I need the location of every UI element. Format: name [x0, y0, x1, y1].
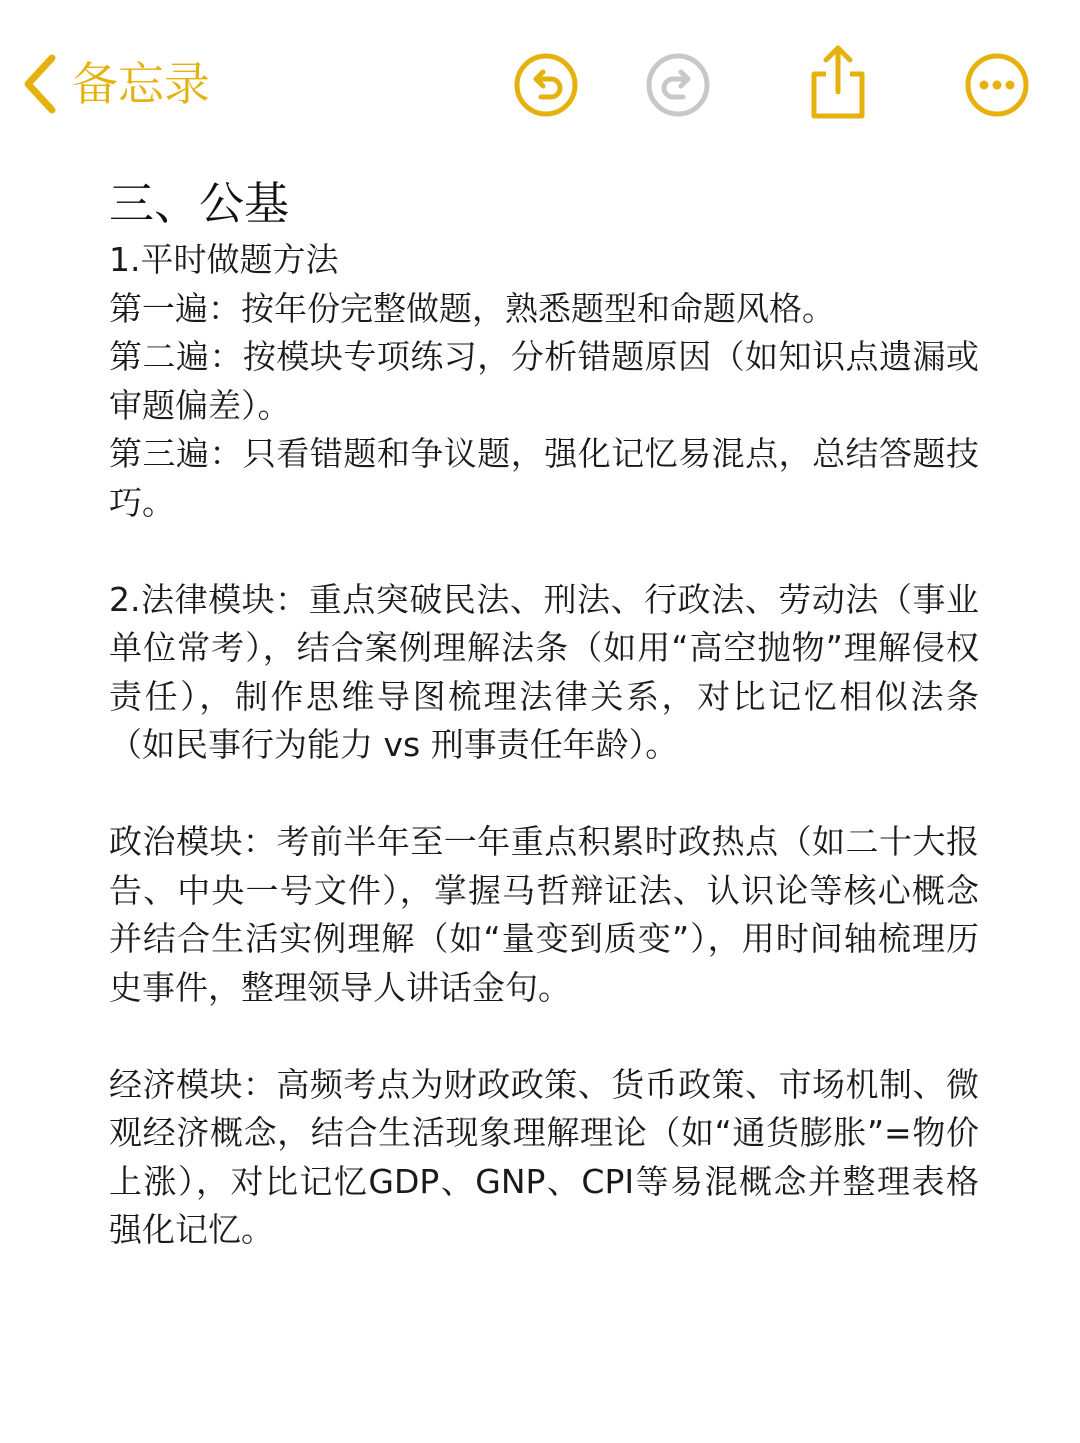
paragraph-pass-2: 第二遍：按模块专项练习，分析错题原因（如知识点遗漏或审题偏差）。 — [109, 337, 979, 425]
redo-icon — [645, 52, 711, 118]
paragraph-pass-3: 第三遍：只看错题和争议题，强化记忆易混点，总结答题技巧。 — [109, 434, 979, 522]
section-subtitle: 1.平时做题方法 — [109, 240, 339, 279]
undo-icon — [513, 52, 579, 118]
paragraph-economics-module: 经济模块：高频考点为财政政策、货币政策、市场机制、微观经济概念，结合生活现象理解理论（如“通货膨胀”=物价上涨），对比记忆GDP、GNP、CPI等易混概念并整理表格强化记忆。 — [109, 1064, 979, 1249]
note-body[interactable] — [109, 172, 979, 1255]
back-button[interactable] — [20, 52, 210, 116]
blank-line — [109, 770, 979, 819]
redo-button[interactable] — [645, 52, 711, 118]
blank-line — [109, 1012, 979, 1061]
share-icon — [806, 44, 870, 120]
share-button[interactable] — [806, 44, 870, 120]
back-label: 备忘录 — [72, 57, 210, 111]
paragraph-politics-module: 政治模块：考前半年至一年重点积累时政热点（如二十大报告、中央一号文件），掌握马哲辩证法、认识论等核心概念并结合生活实例理解（如“量变到质变”），用时间轴梳理历史事件，整理领导人讲话金句。 — [109, 822, 979, 1007]
chevron-left-icon — [20, 52, 60, 116]
note-heading: 三、公基 — [109, 177, 290, 230]
navigation-bar — [0, 0, 1080, 160]
more-button[interactable] — [964, 52, 1030, 118]
paragraph-law-module: 2.法律模块：重点突破民法、刑法、行政法、劳动法（事业单位常考），结合案例理解法条（如用“高空抛物”理解侵权责任），制作思维导图梳理法律关系，对比记忆相似法条（如民事行为能力 vs 刑事责任年龄）。 — [109, 579, 979, 764]
undo-button[interactable] — [513, 52, 579, 118]
more-icon — [964, 52, 1030, 118]
blank-line — [109, 527, 979, 576]
paragraph-pass-1: 第一遍：按年份完整做题，熟悉题型和命题风格。 — [109, 288, 835, 328]
